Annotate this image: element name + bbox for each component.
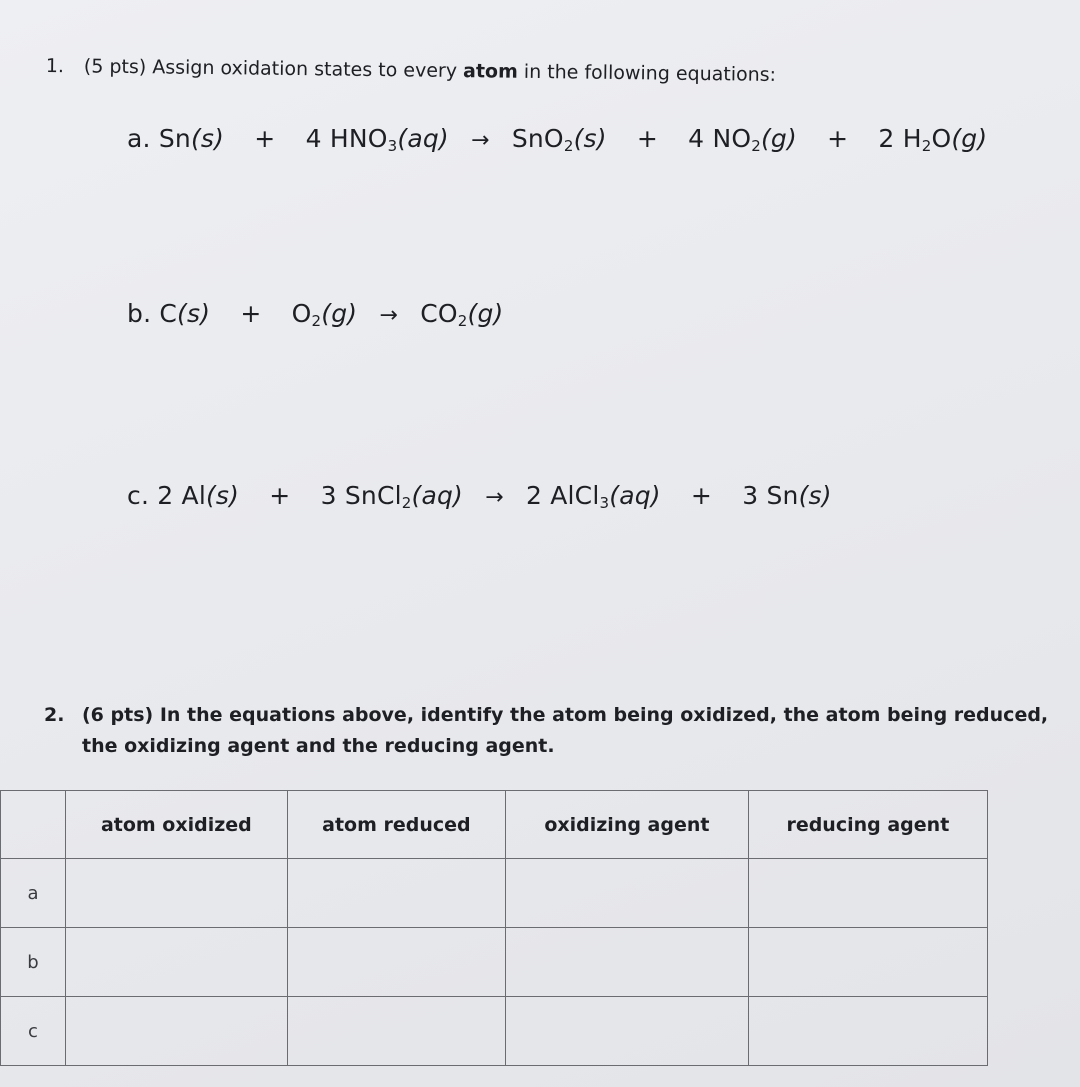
row-label-c: c (1, 997, 66, 1066)
question-1-text-before: Assign oxidation states to every (146, 56, 464, 83)
reactant-term: Sn(s) (158, 124, 225, 153)
answer-cell[interactable] (287, 859, 505, 928)
question-1-text-after: in the following equations: (517, 60, 777, 86)
reactant-term: 4 $HNO_3(aq)$ (305, 124, 449, 155)
reactant-term: $O_2(g)$ (291, 299, 358, 330)
answer-cell[interactable] (66, 997, 288, 1066)
question-1-number: 1. (45, 55, 65, 78)
question-2-number: 2. (44, 704, 65, 726)
product-term: $CO_2(g)$ (420, 299, 504, 330)
answer-cell[interactable] (506, 928, 749, 997)
column-header-reducing-agent: reducing agent (748, 791, 987, 859)
question-1-points: (5 pts) (83, 55, 147, 79)
product-term: 3 Sn(s) (742, 481, 832, 510)
column-header-atom-oxidized: atom oxidized (66, 791, 288, 859)
answer-cell[interactable] (506, 859, 749, 928)
plus-sign: + (240, 299, 262, 328)
row-label-a: a (1, 859, 66, 928)
product-term: 2 $H_2O(g)$ (878, 124, 988, 155)
plus-sign: + (636, 124, 659, 153)
equation-label: b. (127, 299, 152, 328)
table-row (1, 928, 988, 997)
plus-sign: + (690, 481, 713, 510)
reactant-term: C(s) (159, 299, 211, 328)
equation-c (127, 481, 832, 510)
table-row (1, 859, 988, 928)
reaction-arrow-icon: → (379, 303, 399, 328)
answer-cell[interactable] (66, 859, 288, 928)
plus-sign: + (269, 481, 291, 510)
question-1-emphasis: atom (462, 60, 518, 83)
reaction-arrow-icon: → (471, 128, 490, 153)
product-term: SnO$_2$(s) (511, 124, 607, 155)
reaction-arrow-icon: → (485, 485, 504, 510)
question-2-text-1: In the equations above, identify the atom being oxidized, the atom being reduced, (153, 704, 1049, 726)
answer-cell[interactable] (506, 997, 749, 1066)
question-2-points: (6 pts) (82, 704, 154, 726)
equation-a (127, 124, 987, 153)
column-header-oxidizing-agent: oxidizing agent (506, 791, 749, 859)
question-1 (46, 55, 776, 86)
reactant-term: 3 SnCl$_2$(aq) (320, 481, 464, 512)
reactant-term: 2 Al(s) (157, 481, 240, 510)
equation-b (127, 299, 504, 328)
answer-cell[interactable] (748, 997, 987, 1066)
answer-cell[interactable] (748, 928, 987, 997)
answer-cell[interactable] (287, 997, 505, 1066)
column-header-atom-reduced: atom reduced (287, 791, 505, 859)
product-term: 4 $NO_2(g)$ (688, 124, 797, 155)
question-2-line-1 (44, 700, 1048, 731)
answer-cell[interactable] (748, 859, 987, 928)
plus-sign: + (254, 124, 276, 153)
answer-cell[interactable] (66, 928, 288, 997)
question-2 (44, 700, 1048, 762)
table-row (1, 997, 988, 1066)
answer-cell[interactable] (287, 928, 505, 997)
equation-label: a. (127, 124, 151, 153)
equation-label: c. (127, 481, 150, 510)
product-term: 2 AlCl$_3$(aq) (525, 481, 661, 512)
plus-sign: + (827, 124, 849, 153)
row-label-b: b (1, 928, 66, 997)
answer-table (0, 790, 988, 1066)
table-header-row (1, 791, 988, 859)
table-corner-cell (1, 791, 66, 859)
question-2-line-2: the oxidizing agent and the reducing agent. (82, 735, 555, 757)
